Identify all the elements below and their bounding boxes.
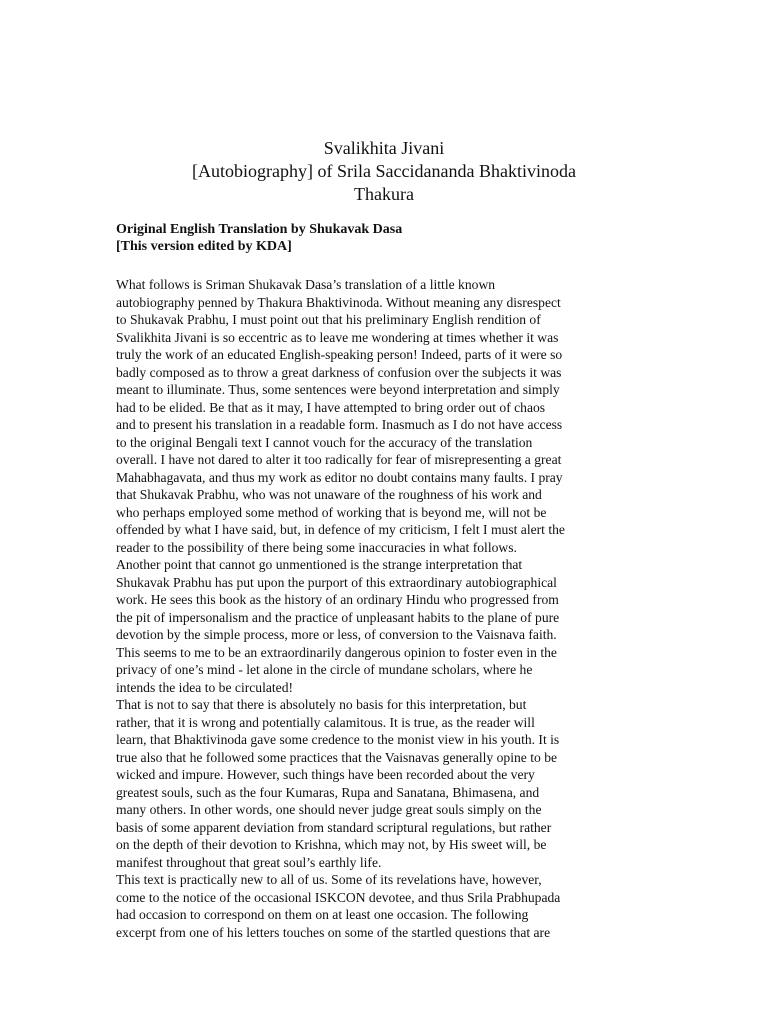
body-line: meant to illuminate. Thus, some sentences were beyond interpretation and simply <box>116 382 560 397</box>
body-line: truly the work of an educated English-speaking person! Indeed, parts of it were so <box>116 347 563 362</box>
title-line-2: [Autobiography] of Srila Saccidananda Bhaktivinoda <box>192 161 576 181</box>
body-line: This text is practically new to all of us. Some of its revelations have, however, <box>116 872 542 887</box>
body-line: had occasion to correspond on them on at least one occasion. The following <box>116 907 529 922</box>
body-line: to the original Bengali text I cannot vouch for the accuracy of the translation <box>116 434 533 450</box>
body-line: on the depth of their devotion to Krishna, which may not, by His sweet will, be <box>116 837 547 852</box>
body-line: to Shukavak Prabhu, I must point out that his preliminary English rendition of <box>116 312 541 327</box>
body-line: intends the idea to be circulated! <box>116 679 294 695</box>
body-line: true also that he followed some practices that the Vaisnavas generally opine to be <box>116 749 558 765</box>
body-line: That is not to say that there is absolutely no basis for this interpretation, but <box>116 697 527 712</box>
body-line: many others. In other words, one should never judge great souls simply on the <box>116 802 542 817</box>
body-line: manifest throughout that great soul’s earthly life. <box>116 854 382 870</box>
body-line: greatest souls, such as the four Kumaras, Rupa and Sanatana, Bhimasena, and <box>116 784 540 800</box>
document-title <box>0 137 768 206</box>
body-line: Mahabhagavata, and thus my work as editor no doubt contains many faults. I pray <box>116 469 563 485</box>
body-line: privacy of one’s mind - let alone in the circle of mundane scholars, where he <box>116 662 533 677</box>
body-line: reader to the possibility of there being some inaccuracies in what follows. <box>116 539 517 555</box>
body-text <box>116 276 565 941</box>
body-line: Shukavak Prabhu has put upon the purport of this extraordinary autobiographical <box>116 574 557 590</box>
body-line: offended by what I have said, but, in defence of my criticism, I felt I must alert the <box>116 522 565 537</box>
body-line: rather, that it is wrong and potentially calamitous. It is true, as the reader will <box>116 714 535 730</box>
body-line: learn, that Bhaktivinoda gave some credence to the monist view in his youth. It is <box>116 732 560 747</box>
body-line: excerpt from one of his letters touches on some of the startled questions that are <box>116 924 551 940</box>
title-line-1: Svalikhita Jivani <box>323 138 445 158</box>
body-line: and to present his translation in a readable form. Inasmuch as I do not have access <box>116 417 563 432</box>
body-line: What follows is Sriman Shukavak Dasa’s translation of a little known <box>116 277 496 292</box>
body-line: that Shukavak Prabhu, who was not unaware of the roughness of his work and <box>116 487 542 502</box>
editor-credit: [This version edited by KDA] <box>116 239 292 254</box>
body-line: wicked and impure. However, such things have been recorded about the very <box>116 767 535 782</box>
body-line: who perhaps employed some method of working that is beyond me, will not be <box>116 504 547 520</box>
body-line: basis of some apparent deviation from standard scriptural regulations, but rather <box>116 819 552 835</box>
body-line: the pit of impersonalism and the practice of unpleasant habits to the plane of pure <box>116 609 560 625</box>
body-line: Another point that cannot go unmentioned is the strange interpretation that <box>116 557 523 572</box>
title-line-3: Thakura <box>354 184 414 204</box>
body-line: This seems to me to be an extraordinarily dangerous opinion to foster even in the <box>116 644 557 660</box>
body-line: had to be elided. Be that as it may, I have attempted to bring order out of chaos <box>116 399 546 415</box>
body-line: autobiography penned by Thakura Bhaktivinoda. Without meaning any disrespect <box>116 294 561 310</box>
body-line: come to the notice of the occasional ISKCON devotee, and thus Srila Prabhupada <box>116 889 561 905</box>
body-line: badly composed as to throw a great darkness of confusion over the subjects it was <box>116 364 562 380</box>
body-line: Svalikhita Jivani is so eccentric as to leave me wondering at times whether it was <box>116 329 559 345</box>
translation-credits <box>116 221 402 255</box>
translator-credit: Original English Translation by Shukavak Dasa <box>116 222 403 237</box>
body-line: work. He sees this book as the history of an ordinary Hindu who progressed from <box>116 592 559 607</box>
body-line: overall. I have not dared to alter it too radically for fear of misrepresenting a great <box>116 452 562 467</box>
body-line: devotion by the simple process, more or less, of conversion to the Vaisnava faith. <box>116 627 557 642</box>
